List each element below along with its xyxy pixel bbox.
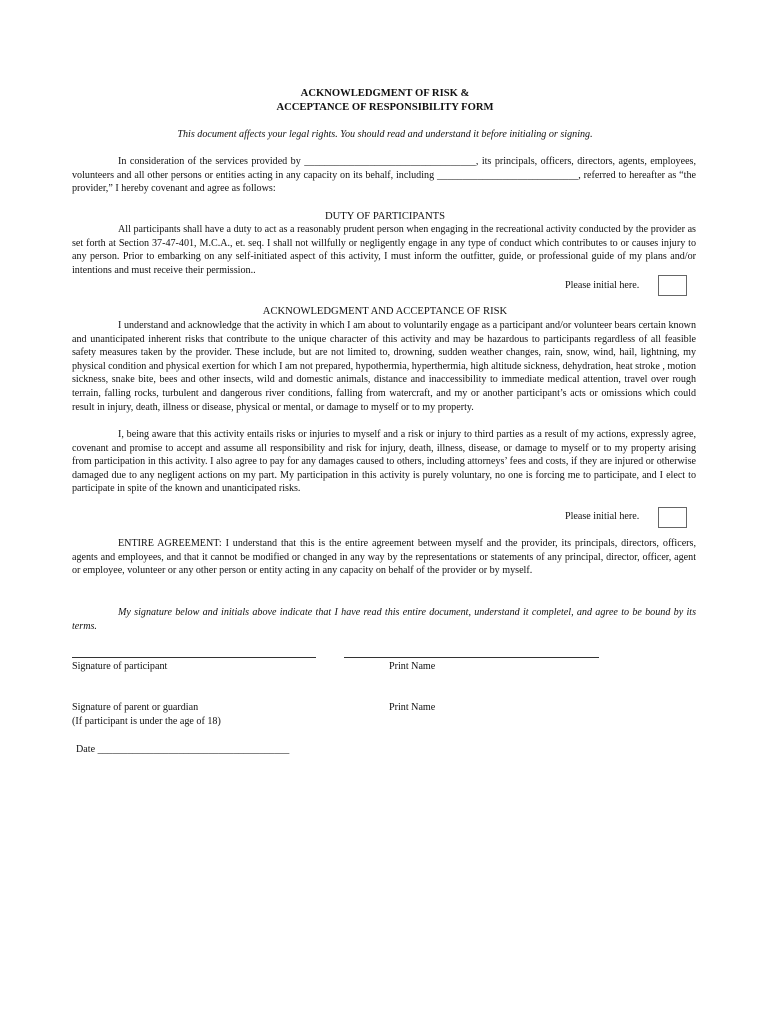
entire-agreement-paragraph: ENTIRE AGREEMENT: I understand that this is the entire agreement between myself and the provider, its principals, directors, officers, agents and employees, and that it cannot be modified or changed in any way by the representations or statements of any principal, director, officer, agent or employee, volunteer or any other person or entity acting in any capacity on behalf of the provider or by myself. xyxy=(72,538,696,577)
closing-statement: My signature below and initials above indicate that I have read this entire document, understand it completel, and agree to be bound by its terms. xyxy=(72,607,696,632)
participant-signature-label: Signature of participant xyxy=(72,661,168,672)
duty-initial-box[interactable] xyxy=(658,275,687,296)
participant-signature-line[interactable] xyxy=(72,657,316,658)
duty-initial-label: Please initial here. xyxy=(565,280,640,291)
guardian-note: (If participant is under the age of 18) xyxy=(72,716,221,727)
duty-heading: DUTY OF PARTICIPANTS xyxy=(324,211,446,222)
duty-paragraph: All participants shall have a duty to act as a reasonably prudent person when engaging in the recreational activity conducted by the provider as set forth at Section 37-47-401, M.C.A., et. seq. I shall not willfully or negligently engage in any type of conduct which contributes to or causes injury to any person. Prior to embarking on any self-initiated aspect of this activity, I must inform the outfitter, guide, or professional guide of my plans and/or intentions and must receive their permission.. xyxy=(72,224,696,276)
risk-initial-label: Please initial here. xyxy=(565,511,640,522)
intro-paragraph: In consideration of the services provided by __________________________________, its principals, officers, directors, agents, employees, volunteers and all other persons or entities acting in any capacity on its behalf, including ____________________________, referred to hereafter as “the provider,” I hereby covenant and agree as follows: xyxy=(72,156,696,195)
print-name-line[interactable] xyxy=(344,657,599,658)
form-title-line1: ACKNOWLEDGMENT OF RISK & xyxy=(300,88,470,99)
risk-heading: ACKNOWLEDGMENT AND ACCEPTANCE OF RISK xyxy=(262,306,508,317)
date-field[interactable]: Date ______________________________________ xyxy=(76,744,290,755)
form-title-line2: ACCEPTANCE OF RESPONSIBILITY FORM xyxy=(276,102,494,113)
risk-paragraph-1: I understand and acknowledge that the activity in which I am about to voluntarily engage as a participant and/or volunteer bears certain known and unanticipated inherent risks that contribute to the unique character of this activity and may be hazardous to participants regardless of all feasible safety measures taken by the provider. These include, but are not limited to, drowning, sudden weather changes, rain, snow, wind, hail, lightning, my physical condition and physical exertion for which I am not prepared, hypothermia, hyperthermia, high altitude sickness, dehydration, heat stroke , motion sickness, snake bite, bees and other insects, wild and domestic animals, distance and inaccessibility to immediate medical attention, travel over rough terrain, falling rocks, turbulent and dangerous river conditions, falling from watercraft, and my or another participant’s acts or omissions which could result in injury, death, illness or disease, physical or mental, or damage to myself or to my property. xyxy=(72,320,696,413)
risk-initial-box[interactable] xyxy=(658,507,687,528)
legal-notice: This document affects your legal rights. You should read and understand it before initialing or signing. xyxy=(177,129,593,140)
guardian-signature-label: Signature of parent or guardian xyxy=(72,702,199,713)
print-name-label-2: Print Name xyxy=(389,702,436,713)
risk-paragraph-2: I, being aware that this activity entails risks or injuries to myself and a risk or injury to third parties as a result of my actions, expressly agree, covenant and promise to accept and assume all responsibility and risk for injury, death, illness, disease, or damage to myself or to my property arising from participation in this activity. I also agree to pay for any damages caused to others, including attorneys’ fees and costs, if they are injured or otherwise damaged due to any negligent actions on my part. My participation in this activity is purely voluntary, no one is forcing me to participate, and I elect to participate in spite of the known and unanticipated risks. xyxy=(72,429,696,495)
print-name-label-1: Print Name xyxy=(389,661,436,672)
